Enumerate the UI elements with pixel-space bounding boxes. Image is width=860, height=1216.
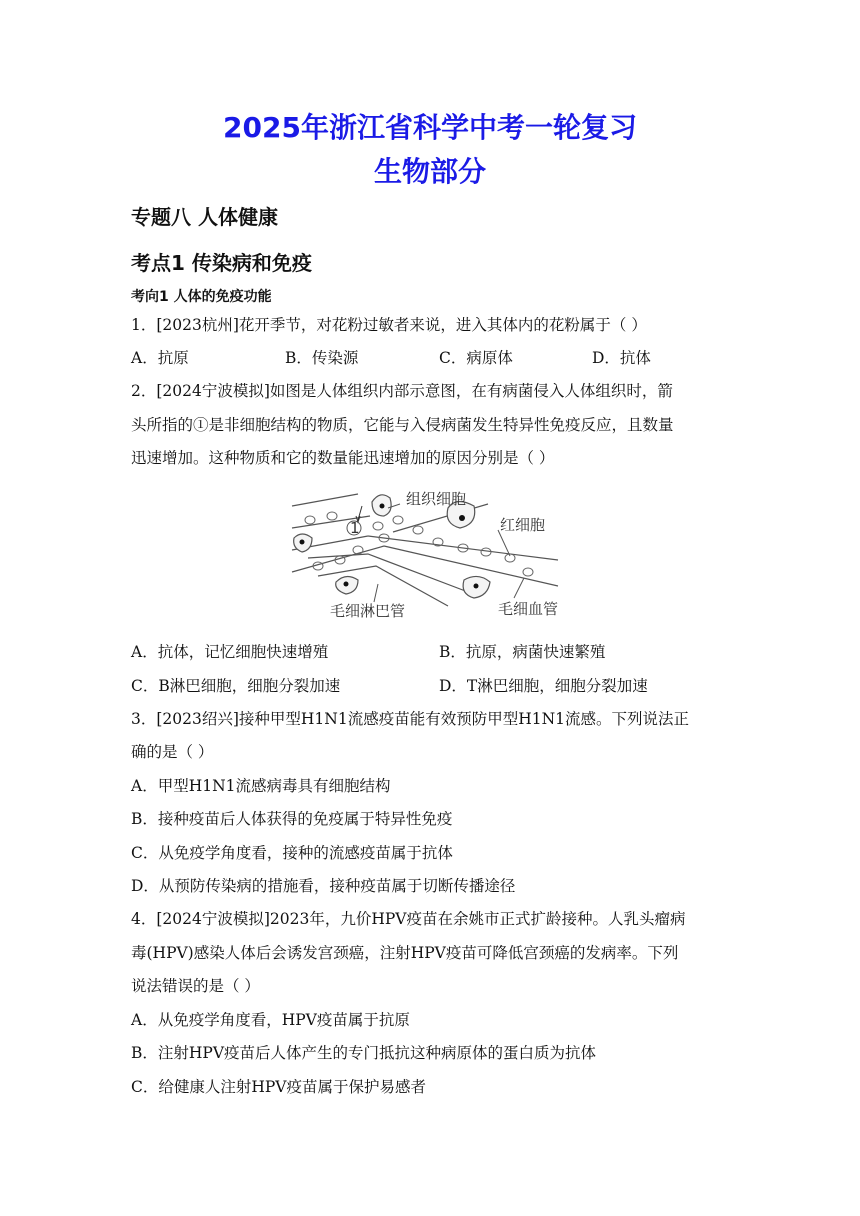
topic-heading: 专题八 人体健康 [131, 205, 278, 229]
figure-label-red-cell: 红细胞 [500, 516, 546, 534]
q1-option-a: A．抗原 [131, 349, 189, 367]
q1-option-b: B．传染源 [285, 349, 359, 367]
figure-marker-1: 1 [350, 519, 360, 537]
page-title-line1: 2025年浙江省科学中考一轮复习 [223, 111, 637, 144]
q4-stem-line3: 说法错误的是（ ） [131, 977, 260, 995]
figure-label-lymph: 毛细淋巴管 [330, 602, 406, 620]
figure-label-tissue-cell: 组织细胞 [406, 490, 467, 508]
q4-option-a: A．从免疫学角度看，HPV疫苗属于抗原 [131, 1011, 410, 1029]
q3-stem-line1: 3．[2023绍兴]接种甲型H1N1流感疫苗能有效预防甲型H1N1流感。下列说法正 [131, 710, 690, 728]
q2-stem-line3: 迅速增加。这种物质和它的数量能迅速增加的原因分别是（ ） [131, 449, 555, 467]
q4-option-c: C．给健康人注射HPV疫苗属于保护易感者 [131, 1078, 427, 1096]
q2-stem-line2: 头所指的①是非细胞结构的物质，它能与入侵病菌发生特异性免疫反应，且数量 [131, 416, 674, 434]
direction-heading: 考向1 人体的免疫功能 [131, 289, 272, 305]
q3-option-a: A．甲型H1N1流感病毒具有细胞结构 [131, 777, 391, 795]
figure-label-capillary: 毛细血管 [498, 600, 559, 618]
q3-stem-line2: 确的是（ ） [131, 743, 214, 761]
q3-option-c: C．从免疫学角度看，接种的流感疫苗属于抗体 [131, 844, 453, 862]
q3-option-b: B．接种疫苗后人体获得的免疫属于特异性免疫 [131, 810, 453, 828]
tissue-diagram [288, 486, 578, 622]
point-heading: 考点1 传染病和免疫 [131, 251, 312, 275]
q1-option-d: D．抗体 [592, 349, 651, 367]
q2-option-a: A．抗体，记忆细胞快速增殖 [131, 643, 329, 661]
q3-option-d: D．从预防传染病的措施看，接种疫苗属于切断传播途径 [131, 877, 516, 895]
q1-option-c: C．病原体 [439, 349, 513, 367]
q4-stem-line2: 毒(HPV)感染人体后会诱发宫颈癌，注射HPV疫苗可降低宫颈癌的发病率。下列 [131, 944, 679, 962]
q2-option-b: B．抗原，病菌快速繁殖 [439, 643, 606, 661]
q2-stem-line1: 2．[2024宁波模拟]如图是人体组织内部示意图，在有病菌侵入人体组织时，箭 [131, 382, 673, 400]
q4-stem-line1: 4．[2024宁波模拟]2023年，九价HPV疫苗在余姚市正式扩龄接种。人乳头瘤病 [131, 910, 686, 928]
page-title-line2: 生物部分 [373, 155, 486, 188]
q1-stem: 1．[2023杭州]花开季节，对花粉过敏者来说，进入其体内的花粉属于（ ） [131, 316, 647, 334]
q4-option-b: B．注射HPV疫苗后人体产生的专门抵抗这种病原体的蛋白质为抗体 [131, 1044, 597, 1062]
q2-option-c: C．B淋巴细胞，细胞分裂加速 [131, 677, 341, 695]
q2-option-d: D．T淋巴细胞，细胞分裂加速 [439, 677, 648, 695]
